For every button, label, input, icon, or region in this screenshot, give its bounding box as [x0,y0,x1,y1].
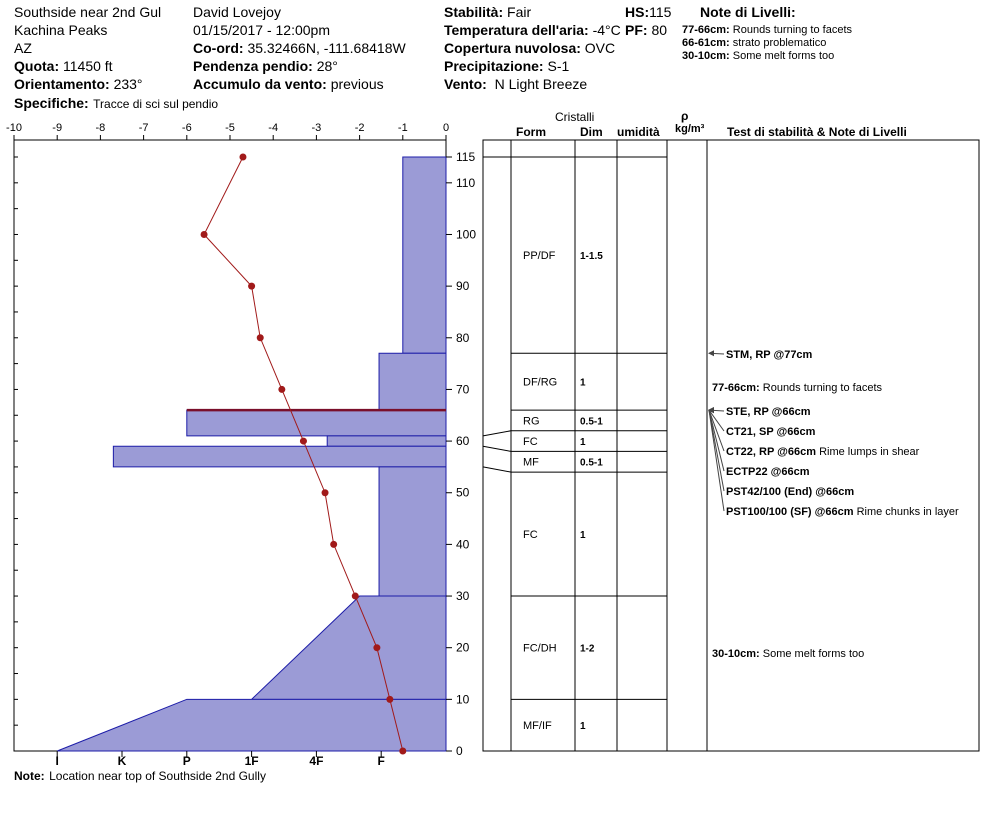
layer-form: FC [523,436,538,449]
stability-test [726,486,854,498]
layer-dim: 1 [580,377,586,389]
temperature-point [248,283,255,290]
observer: David Lovejoy [193,4,281,20]
layer-note-text: Some melt forms too [732,50,835,62]
hs-label: HS: [625,4,650,20]
hardness-layer [187,410,446,436]
stability-test [712,382,882,394]
temp-axis-label: -10 [6,122,22,134]
temperature-point [201,231,208,238]
layer-dim: 1 [580,437,586,449]
pf-label: PF: [625,22,648,38]
note-label: Note: [14,769,45,783]
depth-connector [483,431,511,436]
layer-form: FC/DH [523,642,557,655]
layer-form: DF/RG [523,376,558,389]
temperature-point [352,593,359,600]
stability-arrow [709,410,724,451]
temperature-point [300,438,307,445]
hardness-layer [403,157,446,353]
precip-label: Precipitazione: [444,58,544,74]
temperature-point [322,489,329,496]
stability-test [726,426,816,438]
layer-form: FC [523,529,538,542]
depth-axis-label: 70 [456,382,470,397]
wind-loading-label: Accumulo da vento: [193,76,327,92]
stability-test-name: PST100/100 (SF) @66cm [726,506,854,518]
depth-axis-label: 115 [456,150,476,164]
temp-axis-label: -4 [268,122,279,134]
wind-value: N Light Breeze [494,76,588,92]
depth-axis-label: 80 [456,330,470,345]
stability-test-name: STE, RP @66cm [726,406,811,418]
temp-axis-label: -9 [52,122,63,134]
depth-axis-label: 60 [456,434,470,449]
depth-axis-label: 40 [456,537,470,552]
stability-label: Stabilità: [444,4,504,20]
stability-header: Test di stabilità & Note di Livelli [727,125,907,139]
specifics-label: Specifiche: [14,95,89,111]
stability-test [712,648,864,660]
layer-form: MF/IF [523,720,552,733]
depth-axis-label: 100 [456,227,477,242]
temp-axis-label: -2 [354,122,365,134]
temp-axis-label: -3 [311,122,322,134]
hardness-layer [327,436,446,446]
stability-test-name: 30-10cm: [712,648,760,660]
layer-dim: 1-2 [580,643,595,655]
crystals-header: Cristalli [555,110,595,124]
depth-axis-label: 0 [456,744,463,758]
coord-value: 35.32466N, -111.68418W [247,40,406,56]
layer-dim: 1 [580,721,586,733]
slope-value: 28° [316,58,338,74]
stability-test-name: 77-66cm: [712,382,760,394]
stability-test [726,466,810,478]
temperature-point [386,696,393,703]
air-temp-value: -4°C [592,22,621,38]
temperature-point [257,334,264,341]
depth-axis-label: 10 [456,692,470,707]
wind-loading-value: previous [330,76,384,92]
hardness-axis-label: I [55,754,59,768]
dim-header: Dim [580,125,603,139]
stability-test-note: Some melt forms too [759,648,865,660]
hardness-axis-label: P [182,754,191,768]
temp-axis-label: 0 [442,122,450,134]
stability-value: Fair [507,4,532,20]
form-header: Form [516,125,546,139]
pf-value: 80 [651,22,668,38]
stability-test-note: Rounds turning to facets [759,382,882,394]
temp-axis-label: -7 [138,122,149,134]
rho-header: ρ [681,109,689,123]
layer-dim: 0.5-1 [580,416,603,428]
layer-note-range: 77-66cm: [682,24,730,36]
stability-test-note: Rime lumps in shear [816,446,920,458]
density-unit: kg/m³ [675,123,705,135]
layer-form: RG [523,415,540,428]
layer-note-range: 30-10cm: [682,50,730,62]
depth-axis-label: 110 [456,175,476,190]
elevation-value: 11450 ft [63,58,113,74]
hardness-layer [379,467,446,596]
depth-axis-label: 90 [456,279,470,294]
sky-value: OVC [584,40,616,56]
state: AZ [14,40,32,56]
specifics-value: Tracce di sci sul pendio [93,97,219,111]
stability-test-name: CT21, SP @66cm [726,426,816,438]
temperature-point [239,154,246,161]
slope-label: Pendenza pendio: [193,58,313,74]
stability-test-name: ECTP22 @66cm [726,466,810,478]
hardness-axis-label: 1F [244,754,259,768]
stability-test [726,349,813,361]
hardness-axis-label: K [117,754,127,768]
temp-axis-label: -6 [181,122,192,134]
hardness-axis-label: F [377,754,385,768]
temperature-point [373,644,380,651]
wind-label: Vento: [444,76,487,92]
temp-axis-label: -5 [225,122,235,134]
layer-dim: 1-1.5 [580,251,603,263]
depth-connector [483,446,511,451]
layer-dim: 1 [580,530,586,542]
temperature-point [399,748,406,755]
stability-test [726,406,811,418]
depth-axis-label: 20 [456,640,470,655]
hardness-layer [379,353,446,410]
layer-form: MF [523,456,539,469]
hardness-layer [113,446,446,467]
layer-form: PP/DF [523,250,556,263]
stability-test-name: CT22, RP @66cm [726,446,817,458]
precip-value: S-1 [547,58,570,74]
layer-dim: 0.5-1 [580,457,603,469]
stability-test-note: Rime chunks in layer [853,506,959,518]
sky-label: Copertura nuvolosa: [444,40,581,56]
mountain-range: Kachina Peaks [14,22,108,38]
layer-note-range: 66-61cm: [682,37,730,49]
layer-note-text: Rounds turning to facets [732,24,853,36]
aspect-value: 233° [113,76,143,92]
location: Southside near 2nd Gul [14,4,162,20]
depth-connector [483,467,511,472]
hs-value: 115 [649,4,672,20]
air-temp-label: Temperatura dell'aria: [444,22,589,38]
hardness-axis-label: 4F [309,754,324,768]
note-value: Location near top of Southside 2nd Gully [49,769,266,783]
stability-test [726,506,959,518]
moisture-header: umidità [617,125,660,139]
temp-axis-label: -8 [95,122,106,134]
elevation-label: Quota: [14,58,60,74]
stability-test-name: PST42/100 (End) @66cm [726,486,855,498]
aspect-label: Orientamento: [14,76,110,92]
temperature-point [278,386,285,393]
coord-label: Co-ord: [193,40,244,56]
stability-arrowhead [708,350,714,356]
depth-axis-label: 50 [456,485,470,500]
layer-notes-title: Note di Livelli: [700,4,796,20]
stability-test-name: STM, RP @77cm [726,349,813,361]
datetime: 01/15/2017 - 12:00pm [193,22,330,38]
layer-note-text: strato problematico [732,37,827,49]
temperature-point [330,541,337,548]
stability-test [726,446,920,458]
depth-axis-label: 30 [456,589,470,604]
temp-axis-label: -1 [397,122,408,134]
